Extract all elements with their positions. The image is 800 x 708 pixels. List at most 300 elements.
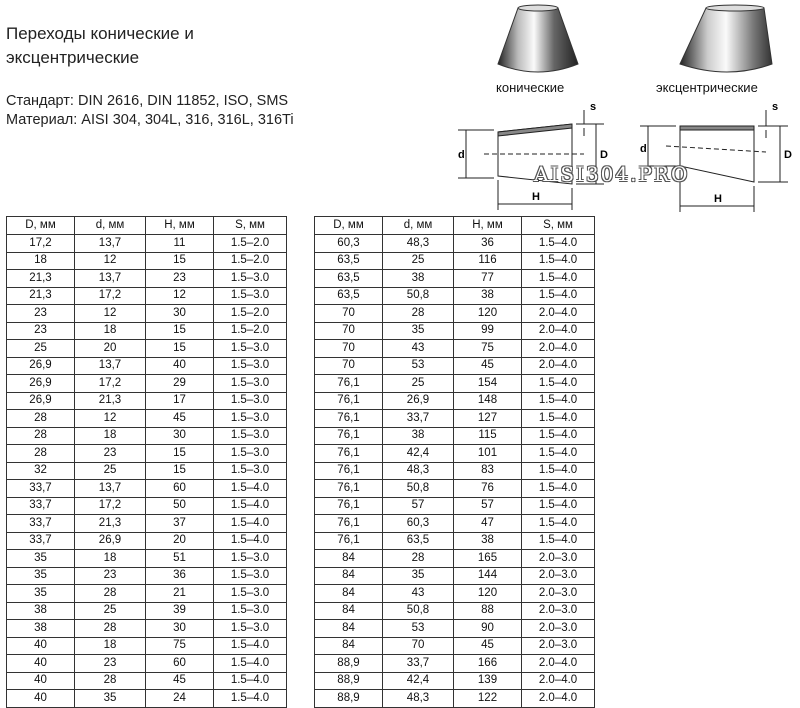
table-cell: 45 — [454, 637, 522, 655]
table-cell: 1.5–3.0 — [214, 462, 287, 480]
table-row — [315, 340, 595, 358]
table-row — [315, 515, 595, 533]
table-row — [7, 305, 287, 323]
table-cell: 23 — [7, 305, 75, 323]
table-cell: 40 — [7, 637, 75, 655]
table-cell: 115 — [454, 427, 522, 445]
table-row — [7, 497, 287, 515]
table-cell: 12 — [75, 252, 146, 270]
table-cell: 70 — [315, 305, 383, 323]
table-row — [7, 620, 287, 638]
table-cell: 42,4 — [383, 445, 454, 463]
table-cell: 48,3 — [383, 690, 454, 708]
eccentric-drawing — [636, 96, 800, 216]
table-cell: 35 — [383, 567, 454, 585]
table-cell: 88,9 — [315, 672, 383, 690]
table-cell: 38 — [7, 620, 75, 638]
table-row — [315, 690, 595, 708]
table-cell: 13,7 — [75, 270, 146, 288]
table-cell: 25 — [75, 602, 146, 620]
table-cell: 1.5–2.0 — [214, 305, 287, 323]
table-cell: 2.0–3.0 — [522, 620, 595, 638]
table-cell: 76,1 — [315, 392, 383, 410]
table-row — [7, 445, 287, 463]
table-cell: 1.5–4.0 — [522, 392, 595, 410]
table-cell: 63,5 — [315, 270, 383, 288]
table-cell: 57 — [383, 497, 454, 515]
table-cell: 1.5–4.0 — [214, 480, 287, 498]
table-cell: 84 — [315, 620, 383, 638]
table-row — [315, 375, 595, 393]
table-cell: 101 — [454, 445, 522, 463]
table-cell: 13,7 — [75, 480, 146, 498]
table-cell: 1.5–2.0 — [214, 252, 287, 270]
table-row — [7, 340, 287, 358]
table-cell: 90 — [454, 620, 522, 638]
table-cell: 76,1 — [315, 532, 383, 550]
table-cell: 75 — [454, 340, 522, 358]
table-cell: 12 — [146, 287, 214, 305]
table-cell: 1.5–3.0 — [214, 410, 287, 428]
table-cell: 50 — [146, 497, 214, 515]
col-header-H: H, мм — [454, 217, 522, 235]
table-cell: 1.5–4.0 — [522, 235, 595, 253]
table-cell: 42,4 — [383, 672, 454, 690]
dim-H-label: H — [714, 193, 722, 205]
table-cell: 1.5–4.0 — [214, 515, 287, 533]
table-row — [315, 620, 595, 638]
table-cell: 48,3 — [383, 235, 454, 253]
table-cell: 25 — [75, 462, 146, 480]
table-cell: 43 — [383, 340, 454, 358]
table-row — [315, 357, 595, 375]
table-cell: 53 — [383, 357, 454, 375]
table-cell: 1.5–3.0 — [214, 287, 287, 305]
table-cell: 39 — [146, 602, 214, 620]
table-cell: 70 — [315, 357, 383, 375]
table-row — [7, 270, 287, 288]
table-cell: 26,9 — [383, 392, 454, 410]
table-cell: 33,7 — [7, 515, 75, 533]
table-cell: 12 — [75, 305, 146, 323]
table-cell: 33,7 — [7, 480, 75, 498]
table-cell: 51 — [146, 550, 214, 568]
table-cell: 1.5–4.0 — [522, 497, 595, 515]
table-cell: 18 — [75, 550, 146, 568]
table-cell: 1.5–4.0 — [522, 532, 595, 550]
table-cell: 120 — [454, 305, 522, 323]
table-row — [315, 567, 595, 585]
table-cell: 88,9 — [315, 655, 383, 673]
table-cell: 47 — [454, 515, 522, 533]
col-header-S: S, мм — [214, 217, 287, 235]
table-cell: 1.5–2.0 — [214, 235, 287, 253]
dim-d-label: d — [640, 143, 647, 155]
table-cell: 18 — [75, 322, 146, 340]
table-cell: 116 — [454, 252, 522, 270]
dim-d-label: d — [458, 149, 465, 161]
table-cell: 18 — [75, 427, 146, 445]
table-row — [315, 270, 595, 288]
table-cell: 1.5–3.0 — [214, 357, 287, 375]
table-cell: 25 — [7, 340, 75, 358]
table-cell: 18 — [75, 637, 146, 655]
table-cell: 23 — [75, 655, 146, 673]
table-cell: 76,1 — [315, 445, 383, 463]
table-cell: 1.5–3.0 — [214, 620, 287, 638]
table-cell: 12 — [75, 410, 146, 428]
dimensions-table-right — [314, 216, 595, 708]
table-cell: 1.5–4.0 — [214, 690, 287, 708]
dim-s-label: s — [772, 101, 779, 113]
table-cell: 28 — [383, 305, 454, 323]
table-cell: 2.0–4.0 — [522, 672, 595, 690]
table-cell: 1.5–4.0 — [522, 480, 595, 498]
table-cell: 84 — [315, 602, 383, 620]
table-cell: 1.5–3.0 — [214, 585, 287, 603]
table-cell: 84 — [315, 550, 383, 568]
table-row — [315, 585, 595, 603]
table-cell: 38 — [383, 270, 454, 288]
table-row — [7, 550, 287, 568]
table-cell: 20 — [146, 532, 214, 550]
table-cell: 18 — [7, 252, 75, 270]
table-cell: 1.5–2.0 — [214, 322, 287, 340]
table-cell: 2.0–3.0 — [522, 602, 595, 620]
table-cell: 2.0–4.0 — [522, 690, 595, 708]
table-cell: 36 — [454, 235, 522, 253]
table-cell: 84 — [315, 585, 383, 603]
table-cell: 38 — [454, 287, 522, 305]
table-row — [7, 392, 287, 410]
table-row — [7, 637, 287, 655]
table-cell: 25 — [383, 252, 454, 270]
table-row — [7, 252, 287, 270]
table-row — [315, 410, 595, 428]
table-cell: 2.0–4.0 — [522, 655, 595, 673]
table-cell: 63,5 — [315, 287, 383, 305]
table-row — [7, 357, 287, 375]
col-header-H: H, мм — [146, 217, 214, 235]
table-cell: 2.0–3.0 — [522, 585, 595, 603]
table-cell: 43 — [383, 585, 454, 603]
col-header-d: d, мм — [75, 217, 146, 235]
table-cell: 26,9 — [75, 532, 146, 550]
table-row — [315, 497, 595, 515]
table-cell: 88 — [454, 602, 522, 620]
eccentric-reducer-image — [672, 2, 782, 80]
table-cell: 83 — [454, 462, 522, 480]
table-cell: 35 — [75, 690, 146, 708]
material-text: Материал: AISI 304, 304L, 316, 316L, 316Ti — [6, 112, 294, 128]
table-cell: 1.5–4.0 — [522, 427, 595, 445]
table-cell: 1.5–4.0 — [522, 252, 595, 270]
table-cell: 17,2 — [75, 287, 146, 305]
table-cell: 76,1 — [315, 462, 383, 480]
table-cell: 60,3 — [383, 515, 454, 533]
table-cell: 1.5–4.0 — [522, 410, 595, 428]
table-cell: 50,8 — [383, 480, 454, 498]
table-cell: 17,2 — [7, 235, 75, 253]
table-cell: 76,1 — [315, 497, 383, 515]
table-cell: 76,1 — [315, 410, 383, 428]
table-row — [315, 550, 595, 568]
table-row — [7, 602, 287, 620]
col-header-S: S, мм — [522, 217, 595, 235]
table-row — [7, 410, 287, 428]
table-cell: 40 — [7, 655, 75, 673]
table-cell: 60 — [146, 655, 214, 673]
table-cell: 35 — [7, 550, 75, 568]
table-cell: 26,9 — [7, 357, 75, 375]
table-row — [7, 585, 287, 603]
table-cell: 45 — [454, 357, 522, 375]
table-cell: 48,3 — [383, 462, 454, 480]
table-row — [315, 427, 595, 445]
table-cell: 84 — [315, 567, 383, 585]
table-header-row — [7, 217, 287, 235]
table-cell: 50,8 — [383, 602, 454, 620]
table-cell: 40 — [7, 672, 75, 690]
table-cell: 28 — [7, 427, 75, 445]
table-row — [7, 375, 287, 393]
table-cell: 53 — [383, 620, 454, 638]
table-cell: 30 — [146, 305, 214, 323]
table-cell: 30 — [146, 620, 214, 638]
conical-reducer-image — [488, 2, 588, 80]
col-header-d: d, мм — [383, 217, 454, 235]
table-cell: 13,7 — [75, 357, 146, 375]
table-cell: 63,5 — [383, 532, 454, 550]
table-cell: 70 — [383, 637, 454, 655]
table-cell: 75 — [146, 637, 214, 655]
table-cell: 1.5–4.0 — [214, 655, 287, 673]
table-cell: 60 — [146, 480, 214, 498]
table-cell: 26,9 — [7, 375, 75, 393]
table-cell: 1.5–3.0 — [214, 375, 287, 393]
table-cell: 29 — [146, 375, 214, 393]
table-cell: 35 — [7, 585, 75, 603]
table-cell: 2.0–4.0 — [522, 322, 595, 340]
table-cell: 28 — [7, 445, 75, 463]
watermark: AISI304.PRO — [534, 162, 690, 186]
table-cell: 1.5–3.0 — [214, 392, 287, 410]
table-cell: 1.5–4.0 — [522, 445, 595, 463]
table-row — [315, 235, 595, 253]
table-cell: 1.5–3.0 — [214, 567, 287, 585]
table-cell: 15 — [146, 252, 214, 270]
table-cell: 37 — [146, 515, 214, 533]
table-cell: 32 — [7, 462, 75, 480]
col-header-D: D, мм — [7, 217, 75, 235]
table-row — [7, 567, 287, 585]
table-cell: 76,1 — [315, 375, 383, 393]
table-cell: 33,7 — [383, 655, 454, 673]
table-cell: 38 — [7, 602, 75, 620]
table-row — [315, 602, 595, 620]
table-cell: 127 — [454, 410, 522, 428]
table-cell: 99 — [454, 322, 522, 340]
table-row — [315, 445, 595, 463]
table-row — [7, 462, 287, 480]
table-cell: 17,2 — [75, 375, 146, 393]
table-row — [315, 637, 595, 655]
table-cell: 1.5–4.0 — [522, 515, 595, 533]
table-cell: 148 — [454, 392, 522, 410]
table-row — [7, 690, 287, 708]
table-cell: 40 — [146, 357, 214, 375]
table-cell: 1.5–4.0 — [214, 532, 287, 550]
table-cell: 1.5–3.0 — [214, 445, 287, 463]
table-cell: 23 — [7, 322, 75, 340]
table-row — [315, 305, 595, 323]
table-cell: 26,9 — [7, 392, 75, 410]
table-row — [315, 462, 595, 480]
table-cell: 1.5–4.0 — [522, 375, 595, 393]
table-cell: 166 — [454, 655, 522, 673]
table-cell: 2.0–3.0 — [522, 637, 595, 655]
table-cell: 77 — [454, 270, 522, 288]
table-cell: 1.5–3.0 — [214, 550, 287, 568]
table-row — [7, 532, 287, 550]
table-row — [7, 672, 287, 690]
table-cell: 35 — [383, 322, 454, 340]
table-cell: 70 — [315, 340, 383, 358]
table-header-row — [315, 217, 595, 235]
table-cell: 33,7 — [7, 532, 75, 550]
table-cell: 28 — [7, 410, 75, 428]
table-cell: 21,3 — [75, 515, 146, 533]
table-cell: 17 — [146, 392, 214, 410]
table-cell: 28 — [383, 550, 454, 568]
table-cell: 33,7 — [383, 410, 454, 428]
table-cell: 13,7 — [75, 235, 146, 253]
table-cell: 21,3 — [7, 287, 75, 305]
table-cell: 1.5–4.0 — [522, 287, 595, 305]
table-cell: 60,3 — [315, 235, 383, 253]
table-cell: 38 — [383, 427, 454, 445]
conical-label: конические — [496, 80, 565, 95]
table-row — [315, 322, 595, 340]
table-cell: 45 — [146, 410, 214, 428]
table-row — [7, 655, 287, 673]
table-cell: 15 — [146, 462, 214, 480]
table-cell: 15 — [146, 340, 214, 358]
dim-s-label: s — [590, 101, 597, 113]
table-cell: 120 — [454, 585, 522, 603]
table-cell: 84 — [315, 637, 383, 655]
table-cell: 24 — [146, 690, 214, 708]
table-cell: 21,3 — [75, 392, 146, 410]
table-row — [315, 532, 595, 550]
table-cell: 45 — [146, 672, 214, 690]
table-row — [315, 480, 595, 498]
table-row — [7, 287, 287, 305]
table-cell: 21 — [146, 585, 214, 603]
table-cell: 1.5–4.0 — [214, 497, 287, 515]
conical-drawing — [454, 96, 614, 216]
table-row — [315, 252, 595, 270]
table-cell: 139 — [454, 672, 522, 690]
table-cell: 2.0–4.0 — [522, 340, 595, 358]
dimensions-table-left — [6, 216, 287, 708]
table-cell: 23 — [146, 270, 214, 288]
table-cell: 70 — [315, 322, 383, 340]
table-row — [7, 480, 287, 498]
table-row — [315, 655, 595, 673]
table-cell: 76 — [454, 480, 522, 498]
table-cell: 1.5–4.0 — [522, 270, 595, 288]
table-cell: 76,1 — [315, 515, 383, 533]
standard-text: Стандарт: DIN 2616, DIN 11852, ISO, SMS — [6, 93, 289, 109]
table-cell: 1.5–4.0 — [214, 672, 287, 690]
table-cell: 35 — [7, 567, 75, 585]
specs-block — [6, 92, 294, 130]
table-cell: 17,2 — [75, 497, 146, 515]
table-cell: 20 — [75, 340, 146, 358]
table-cell: 23 — [75, 445, 146, 463]
table-cell: 15 — [146, 322, 214, 340]
table-row — [315, 672, 595, 690]
dim-H-label: H — [532, 191, 540, 203]
table-cell: 30 — [146, 427, 214, 445]
table-row — [7, 515, 287, 533]
table-cell: 36 — [146, 567, 214, 585]
table-row — [315, 392, 595, 410]
table-cell: 63,5 — [315, 252, 383, 270]
table-cell: 21,3 — [7, 270, 75, 288]
table-cell: 154 — [454, 375, 522, 393]
table-cell: 76,1 — [315, 427, 383, 445]
table-cell: 1.5–3.0 — [214, 602, 287, 620]
table-cell: 144 — [454, 567, 522, 585]
table-cell: 2.0–4.0 — [522, 357, 595, 375]
table-cell: 1.5–3.0 — [214, 427, 287, 445]
table-cell: 76,1 — [315, 480, 383, 498]
table-row — [7, 427, 287, 445]
table-cell: 11 — [146, 235, 214, 253]
table-cell: 1.5–4.0 — [522, 462, 595, 480]
table-cell: 1.5–3.0 — [214, 270, 287, 288]
table-cell: 50,8 — [383, 287, 454, 305]
table-cell: 23 — [75, 567, 146, 585]
table-cell: 2.0–3.0 — [522, 550, 595, 568]
table-cell: 165 — [454, 550, 522, 568]
table-cell: 122 — [454, 690, 522, 708]
table-cell: 1.5–3.0 — [214, 340, 287, 358]
table-cell: 28 — [75, 620, 146, 638]
table-cell: 1.5–4.0 — [214, 637, 287, 655]
dim-D-label: D — [600, 149, 608, 161]
table-cell: 57 — [454, 497, 522, 515]
table-cell: 25 — [383, 375, 454, 393]
eccentric-label: эксцентрические — [656, 80, 758, 95]
col-header-D: D, мм — [315, 217, 383, 235]
table-cell: 28 — [75, 585, 146, 603]
table-cell: 38 — [454, 532, 522, 550]
table-cell: 33,7 — [7, 497, 75, 515]
table-cell: 15 — [146, 445, 214, 463]
table-cell: 88,9 — [315, 690, 383, 708]
table-cell: 2.0–3.0 — [522, 567, 595, 585]
table-cell: 40 — [7, 690, 75, 708]
table-row — [7, 322, 287, 340]
page-title: Переходы конические и эксцентрические — [6, 24, 194, 67]
table-cell: 2.0–4.0 — [522, 305, 595, 323]
table-cell: 28 — [75, 672, 146, 690]
table-row — [315, 287, 595, 305]
table-row — [7, 235, 287, 253]
